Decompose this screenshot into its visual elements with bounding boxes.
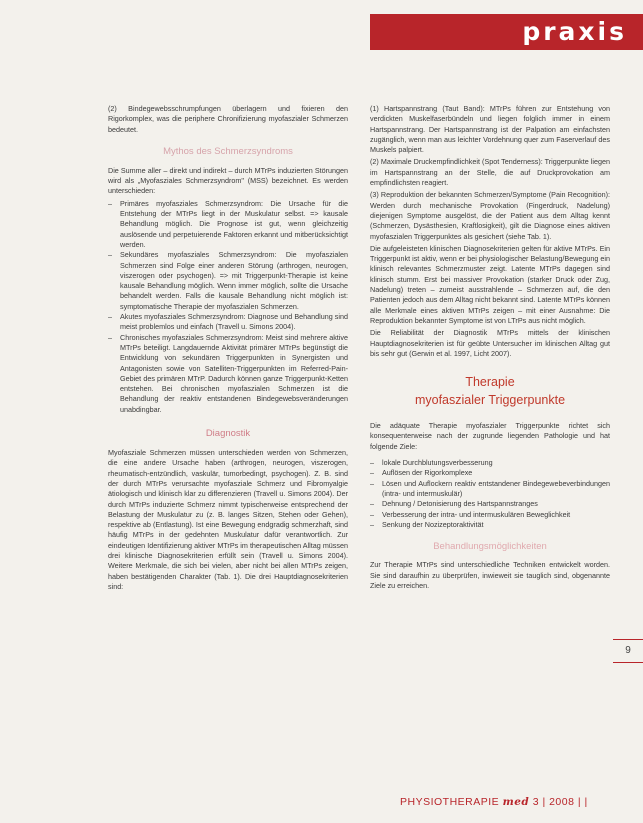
paragraph: Myofasziale Schmerzen müssen unterschieden werden von Schmerzen, die eine andere Ursache haben (arthrogen, neurogen, viszerogen, rheumatisch-entzündlich, vaskulär, tumorbedingt, psychogen). Z. B. sind der durch MTrPs verursachte myofasziale Schmerz und Fibromyalgie ätiologisch und klinisch klar zu differenzieren (Travell u. Simons 2004). Der durch MTrPs induzierte Schmerz nimmt typischerweise entsprechend der Belastung der Muskulatur zu (z. B. langes Sitzen, Stehen oder Gehen), respektive ab (Entlastung). Ist eine Bewegung endgradig schmerzhaft, sind häufig MTrPs in der gedehnten Muskulatur dafür verantwortlich. Zur eindeutigen Identifizierung aktiver MTrPs im therapeutischen Alltag müssen drei klinische Diagnosekriterien erfüllt sein (Travell u. Simons 2004). Weitere Merkmale, die sich bei vielen, aber nicht bei allen MTrPs zeigen, haben bestätigenden Charakter (Tab. 1). Die drei Hauptdiagnosekriterien sind: <box>108 448 348 591</box>
footer-brand-suffix: med <box>502 796 530 808</box>
syndrome-list <box>108 199 348 415</box>
paragraph: Die Summe aller – direkt und indirekt – durch MTrPs induzierten Störungen wird als „Myofasziales Schmerzsyndrom" (MSS) bezeichnet. Es werden unterschieden: <box>108 165 348 196</box>
list-item: – Auflösen der Rigorkomplexe <box>370 468 610 478</box>
page-number: 9 <box>613 639 643 663</box>
list-item: – Akutes myofasziales Schmerzsyndrom: Diagnose und Behandlung sind meist problemlos und einfach (Travell u. Simons 2004). <box>108 312 348 333</box>
heading-diagnostik: Diagnostik <box>205 428 251 440</box>
list-item: – lokale Durchblutungsverbesserung <box>370 458 610 468</box>
list-item: – Chronisches myofasziales Schmerzsyndrom: Meist sind mehrere aktive MTrPs beteiligt. Langdauernde Aktivität primärer MTrPs begünstigt die Entwicklung von sekundären Triggerpunkten in Synergisten und Antagonisten sowie von Satelliten-Triggerpunkten im Referred-Pain-Gebiet des primären MTrP. Dadurch können ganze Triggerpunkt-Ketten entstehen. Bei chronischen myofaszialen Schmerzen ist die Behandlung der reaktiv entstandenen Bindegewebsveränderungen unabdingbar. <box>108 333 348 415</box>
heading-line: Therapie <box>465 375 515 390</box>
list-item: – Primäres myofasziales Schmerzsyndrom: Die Ursache für die Entstehung der MTrPs liegt in der Muskulatur selbst. => kausale Behandlung möglich. Die Prognose ist gut, wenn gleichzeitig auslösende und perpetuierende Faktoren erkannt und mitberücksichtigt werden. <box>108 199 348 250</box>
footer-issue: 3 | 2008 | | <box>532 796 588 808</box>
list-item: – Verbesserung der intra- und intermuskulären Beweglichkeit <box>370 510 610 520</box>
intro-paragraph: (2) Bindegewebsschrumpfungen überlagern und fixieren den Rigorkomplex, was die periphere Chronifizierung myofaszialer Schmerzen bedeutet. <box>108 104 348 134</box>
paragraph: Zur Therapie MTrPs sind unterschiedliche Techniken entwickelt worden. Sie sind daraufhin zu überprüfen, inwieweit sie tauglich sind, obgenannte Ziele zu erreichen. <box>370 560 610 590</box>
heading-line: myofaszialer Triggerpunkte <box>414 393 566 408</box>
list-item: – Dehnung / Detonisierung des Hartspannstranges <box>370 499 610 509</box>
footer-brand: PHYSIOTHERAPIE <box>400 796 500 808</box>
list-item: – Senkung der Nozizeptoraktivität <box>370 520 610 530</box>
paragraph: (2) Maximale Druckempfindlichkeit (Spot Tenderness): Triggerpunkte liegen im Hartspannstrang an der Stelle, die auf Druckprovokation am empfindlichsten reagiert. <box>370 157 610 188</box>
list-item: – Lösen und Auflockern reaktiv entstandener Bindegewebeverbindungen (intra- und intermuskulär) <box>370 479 610 500</box>
section-banner <box>370 14 643 50</box>
footer <box>400 796 588 808</box>
paragraph: (1) Hartspannstrang (Taut Band): MTrPs führen zur Entstehung von verdickten Muskelfaserbündeln und liegen folglich immer in einem Hartspannstrang. Der Hartspannstrang ist der Palpation am einfachsten zugänglich, wenn man aus leichter Vordehnung quer zum Faserverlauf des Muskels palpiert. <box>370 104 610 155</box>
paragraph: Die adäquate Therapie myofaszialer Triggerpunkte richtet sich konsequenterweise nach der zugrunde liegenden Pathologie und hat folgende Ziele: <box>370 421 610 451</box>
list-item: – Sekundäres myofasziales Schmerzsyndrom: Die myofaszialen Schmerzen sind Folge einer anderen Störung (arthrogen, neurogen, viszerogen oder psychogen). => mit Triggerpunkt-Therapie ist keine kausale Behandlung möglich. Wenn immer möglich, sollte die Ursache behandelt werden. Falls die kausale Behandlung nicht möglich ist: symptomatische Therapie der myofaszialen Schmerzen. <box>108 250 348 312</box>
heading-mythos: Mythos des Schmerzsyndroms <box>163 145 293 157</box>
paragraph: Die Reliabilität der Diagnostik MTrPs mittels der klinischen Hauptdiagnosekriterien ist für geübte Untersucher im klinischen Alltag gut bis sehr gut (Gerwin et al. 1997, Licht 2007). <box>370 328 610 358</box>
heading-therapie <box>370 373 610 409</box>
heading-behandlung: Behandlungsmöglichkeiten <box>433 541 547 553</box>
goals-list <box>370 458 610 530</box>
section-title: praxis <box>522 17 627 46</box>
paragraph: (3) Reproduktion der bekannten Schmerzen/Symptome (Pain Recognition): Werden durch mechanische Provokation (Fingerdruck, Nadelung) diejenigen Symptome ausgelöst, die der Patient aus dem Alltag kennt (Schmerzen, Dysästhesien, Kraftlosigkeit), gilt die Diagnose eines aktiven myofaszialen Triggerpunktes als gesichert (siehe Tab. 1). <box>370 190 610 241</box>
right-column <box>370 104 610 593</box>
paragraph: Die aufgeleisteten klinischen Diagnosekriterien gelten für aktive MTrPs. Ein Triggerpunkt ist aktiv, wenn er bei physiologischer Belastung/Bewegung ein klinisch relevantes Schmerzmuster zeigt. Latente MTrPs dagegen sind klinisch stumm. Erst bei massiver Provokation (starker Druck oder Zug, Nadelung) treten – zumeist ausstrahlende – Schmerzen auf, die den Patienten jedoch aus dem Alltag nicht bekannt sind. Latente MTrPs können alle Merkmale eines aktiven MTrPs zeigen – mit einer Ausnahme: Die Reproduktion bekannter Symptome ist von LTrPs aus nicht möglich. <box>370 243 610 325</box>
left-column <box>108 104 348 594</box>
